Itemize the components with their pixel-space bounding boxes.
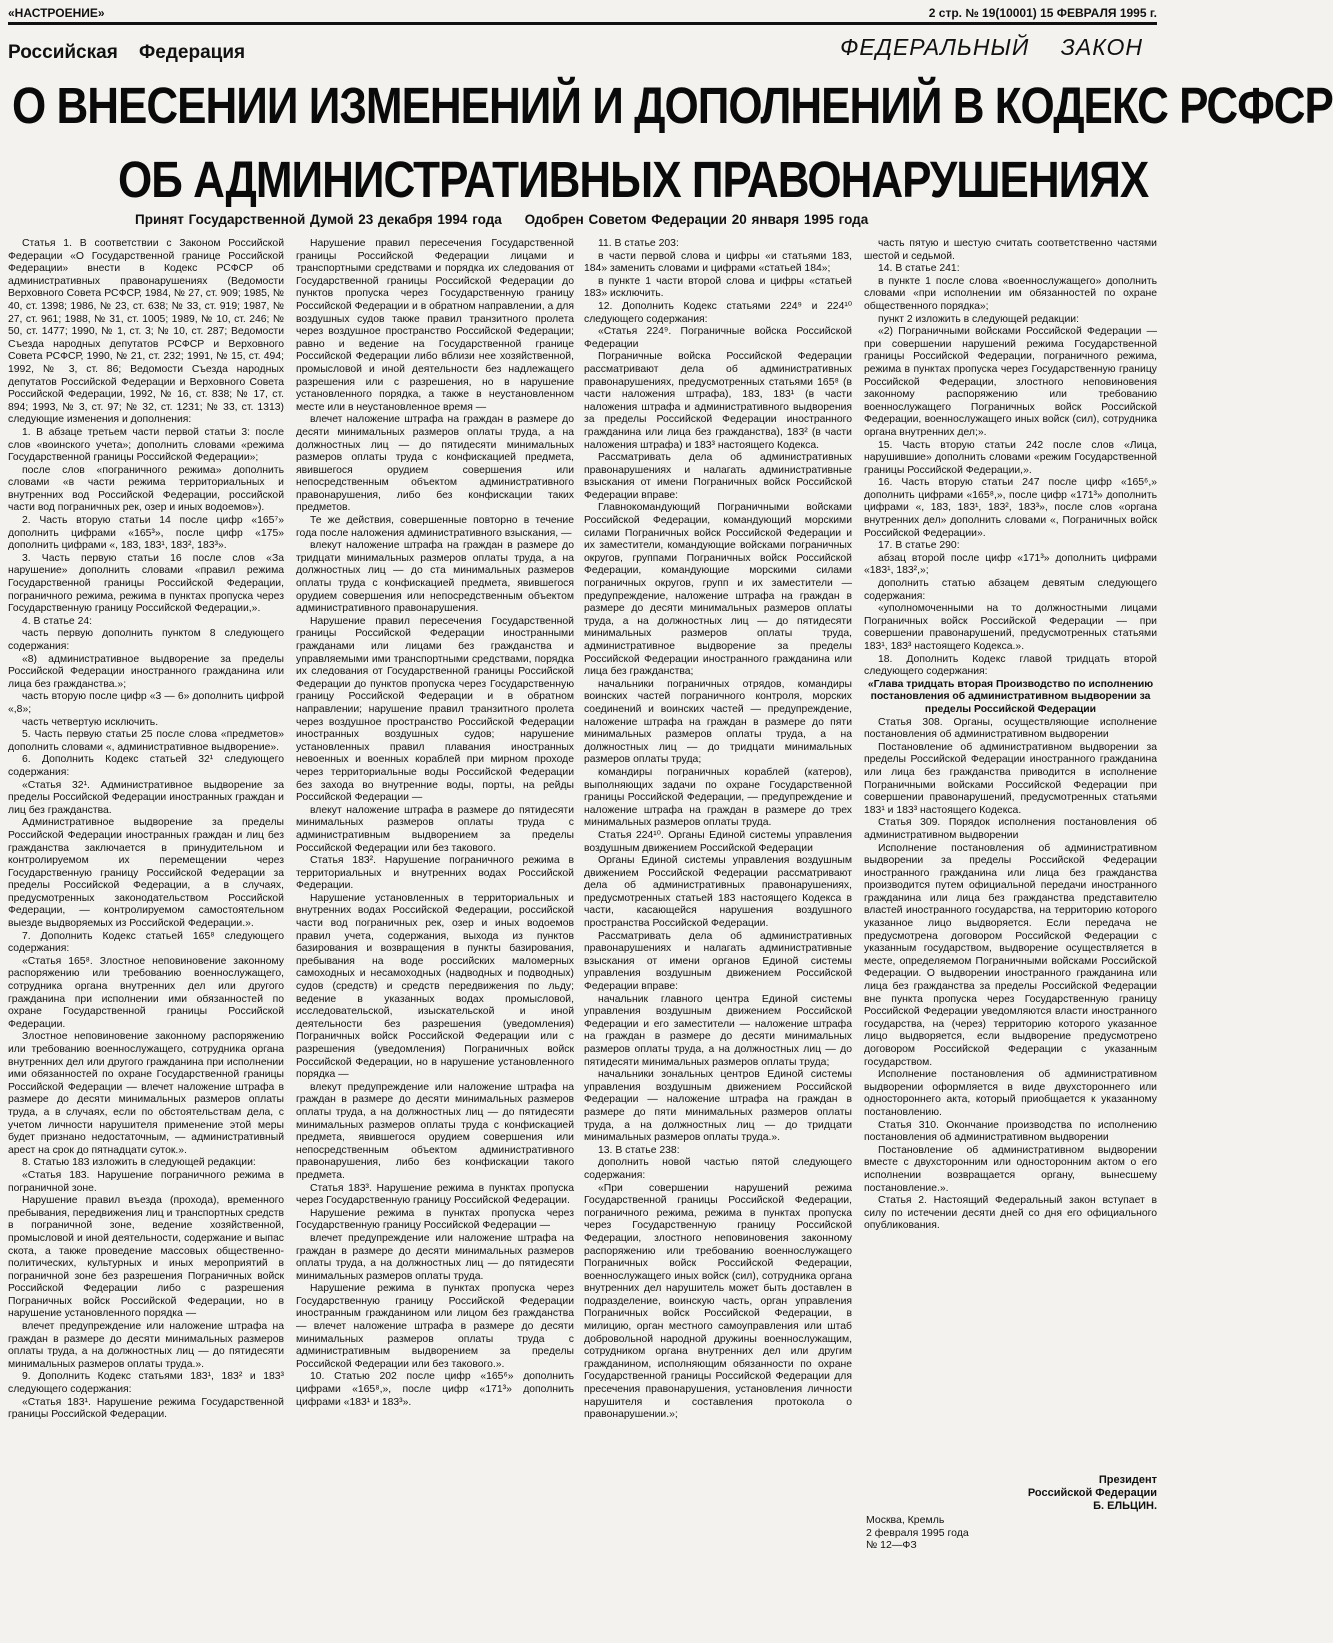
paragraph: Административное выдворение за пределы Российской Федерации иностранных граждан и лиц без гражданства заключается в принудительном и контролируемом их перемещении через Государственную границу Российской Федерации за пределы Российской Федерации, а в случаях, предусмотренных законодательством Российской Федерации, — контролируемом самостоятельном выезде выдворяемых из Российской Федерации.». — [8, 817, 284, 930]
column-1 — [8, 238, 284, 1635]
place-city: Москва, Кремль — [866, 1514, 945, 1526]
paragraph: часть пятую и шестую считать соответственно частями шестой и седьмой. — [864, 238, 1157, 262]
paragraph: Исполнение постановления об административном выдворении оформляется в виде двухстороннего или одностороннего акта, который приобщается к указанному постановлению. — [864, 1069, 1157, 1118]
paragraph: Статья 308. Органы, осуществляющие исполнение постановления об административном выдворении — [864, 716, 1157, 741]
country-label: Российская Федерация — [8, 42, 246, 63]
signature-block — [1028, 1474, 1157, 1513]
paragraph: пункт 2 изложить в следующей редакции: — [878, 313, 1079, 325]
paragraph: в части первой слова и цифры «и статьями 183, 184» заменить словами и цифрами «статьей 184»; — [584, 250, 852, 275]
masthead — [8, 6, 1157, 25]
paragraph: Статья 224¹⁰. Органы Единой системы управления воздушным движением Российской Федерации — [584, 829, 852, 854]
approved-council: Одобрен Советом Федерации 20 января 1995 года — [524, 212, 869, 227]
column-3 — [584, 238, 852, 1635]
paragraph: Злостное неповиновение законному распоряжению или требованию военнослужащего, сотрудника органа внутренних дел или другого гражданина при исполнении ими обязанностей по охране Государственной границы Российской Федерации — влечет наложение штрафа в размере до десяти минимальных размеров оплаты труда, а в случаях, если по обстоятельствам дела, с учетом личности нарушителя применение этой меры будет признано недостаточным, — административный арест на срок до пятнадцати суток.». — [8, 1031, 284, 1156]
paragraph: 18. Дополнить Кодекс главой тридцать второй следующего содержания: — [864, 653, 1157, 678]
paragraph: Статья 183³. Нарушение режима в пунктах пропуска через Государственную границу Российской Федерации. — [296, 1182, 574, 1207]
paragraph: 1. В абзаце третьем части первой статьи 3: после слов «воинского учета»; дополнить словами «режима Государственной границы Российской Федерации»; — [8, 426, 284, 464]
paragraph: Статья 310. Окончание производства по исполнению постановления об административном выдворении — [864, 1119, 1157, 1144]
paragraph: Нарушение правил въезда (прохода), временного пребывания, передвижения лиц и транспортных средств в пограничной зоне, ведение хозяйственной, промысловой и иной деятельности, содержание и выпас скота, а также проведение массовых общественно-политических, культурных и иных мероприятий в пограничной зоне без разрешения Пограничных войск Российской Федерации либо с разрешения Пограничных войск Российской Федерации, но в нарушение установленного порядка — — [8, 1195, 284, 1320]
paragraph: «Статья 32¹. Административное выдворение за пределы Российской Федерации иностранных граждан и лиц без гражданства. — [8, 779, 284, 816]
paragraph: «Глава тридцать вторая Производство по исполнению постановления об административном выдворении за пределы Российской Федерации — [867, 678, 1154, 715]
paragraph: начальники пограничных отрядов, командиры воинских частей пограничного контроля, морских соединений и воинских частей — предупреждение, наложение штрафа на граждан в размере до пяти минимальных размеров оплаты труда, а на должностных лиц — до тридцати минимальных размеров оплаты труда; — [584, 678, 852, 766]
paragraph: 13. В статье 238: — [598, 1144, 680, 1156]
adopted-duma: Принят Государственной Думой 23 декабря 1994 года — [135, 212, 502, 227]
column-2 — [296, 238, 574, 1635]
paragraph: «8) административное выдворение за пределы Российской Федерации иностранного гражданина или лица без гражданства.»; — [8, 653, 284, 690]
place-date: 2 февраля 1995 года — [866, 1526, 969, 1539]
paragraph: Постановление об административном выдворении за пределы Российской Федерации иностранного гражданина или лица без гражданства приводится в исполнение Пограничными войсками Российской Федерации при совершении правонарушений, предусмотренных статьями 183¹ и 183³ настоящего Кодекса. — [864, 741, 1157, 816]
paragraph: после слов «пограничного режима» дополнить словами «в части режима территориальных и внутренних вод Российской Федерации, российской части вод пограничных рек, озер и иных водоемов»). — [8, 464, 284, 514]
header — [8, 34, 1157, 70]
page-title-line2: ОБ АДМИНИСТРАТИВНЫХ ПРАВОНАРУШЕНИЯХ — [118, 152, 1149, 209]
place-date-block — [866, 1514, 969, 1552]
paragraph: часть вторую после цифр «3 — 6» дополнить цифрой «,8»; — [8, 691, 284, 715]
paragraph: 2. Часть вторую статьи 14 после цифр «165⁷» дополнить цифрами «165³», после цифр «175» дополнить цифрами «, 183, 183¹, 183², 183³». — [8, 515, 284, 552]
paragraph: Нарушение установленных в территориальных и внутренних водах Российской Федерации, российской части вод пограничных рек, озер и иных водоемов правил учета, содержания, выхода из пунктов базирования и возвращения в пункты базирования, пребывания на воде российских маломерных самоходных и несамоходных (надводных и подводных) судов (средств) и средств передвижения по льду; ведение в указанных водах промысловой, исследовательской, изыскательской и иной деятельности без разрешения (уведомления) Пограничных войск Российской Федерации или с разрешения (уведомления) Пограничных войск Российской Федерации, но в нарушение установленного порядка — — [296, 892, 574, 1081]
law-type: ФЕДЕРАЛЬНЫЙ ЗАКОН — [840, 34, 1143, 60]
paper-name: «НАСТРОЕНИЕ» — [8, 6, 105, 20]
paragraph: Статья 309. Порядок исполнения постановления об административном выдворении — [864, 817, 1157, 841]
paragraph: Нарушение правил пересечения Государственной границы Российской Федерации иностранными гражданами или лицами без гражданства и управляемыми ими транспортными средствами, порядка их следования от Государственной границы Российской Федерации до пунктов пропуска через Государственную границу Российской Федерации и в обратном направлении; нарушение правил транзитного пролета через воздушное пространство Российской Федерации иностранных воздушных судов; нарушение установленных правил плавания иностранных невоенных и военных кораблей при мирном проходе через территориальные воды Российской Федерации без захода во внутренние воды, порты, на рейды Российской Федерации — — [296, 615, 574, 804]
paragraph: абзац второй после цифр «171³» дополнить цифрами «183¹, 183²,»; — [864, 552, 1157, 577]
paragraph: в пункте 1 после слова «военнослужащего» дополнить словами «при исполнении им обязанностей по охране общественного порядка»; — [864, 275, 1157, 312]
paragraph: Исполнение постановления об административном выдворении за пределы Российской Федерации иностранного гражданина или лица без гражданства производится путем официальной передачи иностранного гражданина или лица без гражданства представителю властей иностранного государства, на территорию которого указанное лицо выдворяется. Если передача не предусмотрена договором Российской Федерации с указанным государством, выдворение осуществляется в месте, определяемом Пограничными войсками Российской Федерации. О выдворении иностранного гражданина или лица без гражданства за пределы Российской Федерации вне пункта пропуска через Государственную границу Российской Федерации уведомляются власти иностранного государства, на (через) территорию которого указанное лицо выдворяется, если выдворение предусмотрено договором Российской Федерации с указанным государством. — [864, 842, 1157, 1068]
paragraph: «При совершении нарушений режима Государственной границы Российской Федерации, пограничного режима, режима в пунктах пропуска через Государственную границу Российской Федерации, злостного неповиновения законному распоряжению или требованию военнослужащего Пограничных войск Российской Федерации, военнослужащего иных войск (сил), сотрудника органа внутренних дел нарушитель может быть доставлен в подразделение, воинскую часть, орган управления Пограничных войск Российской Федерации, в милицию, орган местного самоуправления или штаб добровольной народной дружины военнослужащим, сотрудником органа внутренних дел или другим гражданином, исполняющим обязанности по охране Государственной границы Российской Федерации для пресечения правонарушения, установления личности нарушителя и составления протокола о правонарушении.»; — [584, 1182, 852, 1421]
paragraph: Пограничные войска Российской Федерации рассматривают дела об административных правонарушениях, предусмотренных статьями 165⁸ (в части наложения штрафа), 183, 183¹ (в части наложения штрафа и административного выдворения за пределы Российской Федерации иностранного гражданина или лица без гражданства), 183² (в части наложения штрафа) и 183³ настоящего Кодекса. — [584, 351, 852, 451]
page-title-line1: О ВНЕСЕНИИ ИЗМЕНЕНИЙ И ДОПОЛНЕНИЙ В КОДЕКС РСФСР — [12, 78, 1333, 135]
paragraph: Статья 1. В соответствии с Законом Российской Федерации «О Государственной границе Российской Федерации» внести в Кодекс РСФСР об административных правонарушениях (Ведомости Верховного Совета РСФСР, 1984, № 27, ст. 909; 1985, № 40, ст. 1398; 1986, № 23, ст. 638; № 33, ст. 919; 1987, № 27, ст. 961; 1988, № 31, ст. 1005; 1989, № 10, ст. 246; № 50, ст. 1477; 1990, № 1, ст. 3; № 10, ст. 287; Ведомости Съезда народных депутатов РСФСР и Верховного Совета РСФСР, 1990, № 21, ст. 232; 1991, № 15, ст. 494; 1992, № 3, ст. 86; Ведомости Съезда народных депутатов Российской Федерации и Верховного Совета Российской Федерации, 1992, № 16, ст. 838; № 17, ст. 894; 1993, № 3, ст. 97; № 32, ст. 1231; № 33, ст. 1313) следующие изменения и дополнения: — [8, 238, 284, 426]
paragraph: часть четвертую исключить. — [22, 716, 159, 728]
paragraph: Главнокомандующий Пограничными войсками Российской Федерации, командующий морскими силами Пограничных войск Российской Федерации и их заместители, командующие войсками пограничных округов, группами Пограничных войск Российской Федерации, командующие морскими силами пограничных округов, групп и их заместители — предупреждение, наложение штрафа на граждан в размере до десяти минимальных размеров оплаты труда, а на должностных лиц — до пятидесяти минимальных размеров оплаты труда, административное выдворение за пределы Российской Федерации иностранного гражданина или лица без гражданства; — [584, 502, 852, 678]
paragraph: Рассматривать дела об административных правонарушениях и налагать административные взыскания от имени органов Единой системы управления воздушным движением Российской Федерации вправе: — [584, 930, 852, 993]
paragraph: Статья 2. Настоящий Федеральный закон вступает в силу по истечении десяти дней со дня его официального опубликования. — [864, 1195, 1157, 1232]
paragraph: «2) Пограничными войсками Российской Федерации — при совершении нарушений режима Государственной границы Российской Федерации, пограничного режима, режима в пунктах пропуска через Государственную границу Российской Федерации, злостного неповиновения законному распоряжению или требованию военнослужащего Пограничных войск Российской Федерации, военнослужащего иных войск (сил), сотрудника органа внутренних дел;». — [864, 326, 1157, 438]
paragraph: 5. Часть первую статьи 25 после слова «предметов» дополнить словами «, административное выдворение». — [8, 729, 284, 753]
paragraph: «Статья 183. Нарушение пограничного режима в пограничной зоне. — [8, 1169, 284, 1194]
signature-name: Б. ЕЛЬЦИН. — [1093, 1500, 1157, 1512]
paragraph: 3. Часть первую статьи 16 после слов «За нарушение» дополнить словами «правил режима Государственной границы Российской Федерации, пограничного режима, режима в пунктах пропуска через Государственную границу Российской Федерации,». — [8, 552, 284, 615]
paragraph: Статья 183². Нарушение пограничного режима в территориальных и внутренних водах Российской Федерации. — [296, 855, 574, 892]
article-body — [0, 238, 1165, 1643]
paragraph: 15. Часть вторую статьи 242 после слов «Лица, нарушившие» дополнить словами «режим Государственной границы Российской Федерации,». — [864, 439, 1157, 476]
paragraph: влечет предупреждение или наложение штрафа на граждан в размере до десяти минимальных размеров оплаты труда, а на должностных лиц — до пятидесяти минимальных размеров оплаты труда.». — [8, 1321, 284, 1370]
paragraph: 11. В статье 203: — [598, 238, 679, 249]
adoption-line — [135, 212, 886, 227]
signature-title1: Президент — [1098, 1474, 1157, 1486]
paragraph: Рассматривать дела об административных правонарушениях и налагать административные взыскания от имени Пограничных войск Российской Федерации вправе: — [584, 452, 852, 501]
paragraph: дополнить статью абзацем девятым следующего содержания: — [864, 578, 1157, 602]
paragraph: 10. Статью 202 после цифр «165⁶» дополнить цифрами «165⁸,», после цифр «171³» дополнить цифрами «183¹ и 183³». — [296, 1371, 574, 1408]
paragraph: «Статья 183¹. Нарушение режима Государственной границы Российской Федерации. — [8, 1396, 284, 1421]
paragraph: 14. В статье 241: — [878, 263, 960, 275]
paragraph: «Статья 165⁸. Злостное неповиновение законному распоряжению или требованию военнослужащего, сотрудника органа внутренних дел или другого гражданина при исполнении ими обязанностей по охране Государственной границы Российской Федерации. — [8, 955, 284, 1030]
paragraph: 16. Часть вторую статьи 247 после цифр «165⁶,» дополнить цифрами «165⁸,», после цифр «171³» дополнить цифрами «, 183, 183¹, 183², 183³», после слов «органа внутренних дел» дополнить словами «, Пограничных войск Российской Федерации». — [864, 477, 1157, 539]
paragraph: начальники зональных центров Единой системы управления воздушным движением Российской Федерации — наложение штрафа на граждан в размере до пяти минимальных размеров оплаты труда, а на должностных лиц — до тридцати минимальных размеров оплаты труда.». — [584, 1069, 852, 1144]
issue-info: 2 стр. № 19(10001) 15 ФЕВРАЛЯ 1995 г. — [928, 6, 1157, 20]
paragraph: начальник главного центра Единой системы управления воздушным движением Российской Федерации и его заместители — наложение штрафа на граждан в размере до десяти минимальных размеров оплаты труда, а на должностных лиц — до пятидесяти минимальных размеров оплаты труда; — [584, 993, 852, 1068]
paragraph: 7. Дополнить Кодекс статьей 165⁸ следующего содержания: — [8, 930, 284, 955]
paragraph: дополнить новой частью пятой следующего содержания: — [584, 1157, 852, 1181]
paragraph: влекут наложение штрафа в размере до пятидесяти минимальных размеров оплаты труда с административным выдворением за пределы Российской Федерации или без такового. — [296, 804, 574, 854]
paragraph: Нарушение режима в пунктах пропуска через Государственную границу Российской Федерации — — [296, 1207, 574, 1232]
law-number: № 12—ФЗ — [866, 1539, 917, 1551]
paragraph: 9. Дополнить Кодекс статьями 183¹, 183² и 183³ следующего содержания: — [8, 1371, 284, 1396]
paragraph: командиры пограничных кораблей (катеров), выполняющих задачи по охране Государственной границы Российской Федерации, — предупреждение и наложение штрафа на граждан в размере до трех минимальных размеров оплаты труда. — [584, 766, 852, 829]
paragraph: влечет наложение штрафа на граждан в размере до десяти минимальных размеров оплаты труда, а на должностных лиц — до пятидесяти минимальных размеров оплаты труда с конфискацией предмета, явившегося орудием совершения или непосредственным объектом административного правонарушения, либо без конфискации таких предметов. — [296, 414, 574, 514]
paragraph: влекут наложение штрафа на граждан в размере до тридцати минимальных размеров оплаты труда, а на должностных лиц — до ста минимальных размеров оплаты труда с конфискацией предмета, явившегося орудием совершения или непосредственным объектом административного правонарушения. — [296, 540, 574, 615]
paragraph: Те же действия, совершенные повторно в течение года после наложения административного взыскания, — — [296, 515, 574, 539]
paragraph: часть первую дополнить пунктом 8 следующего содержания: — [8, 628, 284, 652]
paragraph: Постановление об административном выдворении вместе с двухсторонним или односторонним актом о его исполнении возвращается органу, вынесшему постановление.». — [864, 1144, 1157, 1194]
paragraph: «уполномоченными на то должностными лицами Пограничных войск Российской Федерации — при совершении правонарушений, предусмотренных статьями 183¹, 183³ настоящего Кодекса.». — [864, 603, 1157, 652]
paragraph: Нарушение режима в пунктах пропуска через Государственную границу Российской Федерации иностранным гражданином или лицом без гражданства — влечет наложение штрафа в размере до десяти минимальных размеров оплаты труда с административным выдворением за пределы Российской Федерации или без такового.». — [296, 1283, 574, 1370]
paragraph: «Статья 224⁹. Пограничные войска Российской Федерации — [584, 326, 852, 350]
column-4 — [864, 238, 1157, 1635]
paragraph: влекут предупреждение или наложение штрафа на граждан в размере до десяти минимальных размеров оплаты труда, а на должностных лиц — до пятидесяти минимальных размеров оплаты труда с конфискацией предмета, явившегося орудием совершения или непосредственным объектом административного правонарушения, либо без конфискации такого предмета. — [296, 1081, 574, 1181]
paragraph: Органы Единой системы управления воздушным движением Российской Федерации рассматривают дела об административных правонарушениях, предусмотренных статьей 183 настоящего Кодекса в части, касающейся нарушения воздушного пространства Российской Федерации. — [584, 855, 852, 930]
paragraph: 12. Дополнить Кодекс статьями 224⁹ и 224¹⁰ следующего содержания: — [584, 300, 852, 325]
paragraph: 6. Дополнить Кодекс статьей 32¹ следующего содержания: — [8, 754, 284, 778]
signature-title2: Российской Федерации — [1027, 1487, 1157, 1499]
paragraph: Нарушение правил пересечения Государственной границы Российской Федерации лицами и транспортными средствами и порядка их следования от Государственной границы Российской Федерации до пунктов пропуска через Государственную границу Российской Федерации и в обратном направлении, а для воздушных судов также правил транзитного пролета через воздушное пространство Российской Федерации; равно и ведение на Государственной границе Российской Федерации либо вблизи нее хозяйственной, промысловой и иной деятельности без надлежащего разрешения или с разрешения, но в нарушение установленного порядка, а также в неустановленном месте или в неустановленное время — — [296, 238, 574, 413]
paragraph: 8. Статью 183 изложить в следующей редакции: — [22, 1157, 256, 1169]
paragraph: 17. В статье 290: — [878, 540, 960, 552]
paragraph: 4. В статье 24: — [22, 615, 93, 627]
paragraph: влечет предупреждение или наложение штрафа на граждан в размере до десяти минимальных размеров оплаты труда, а на должностных лиц — до пятидесяти минимальных размеров оплаты труда. — [296, 1232, 574, 1282]
paragraph: в пункте 1 части второй слова и цифры «статьей 183» исключить. — [584, 275, 852, 300]
